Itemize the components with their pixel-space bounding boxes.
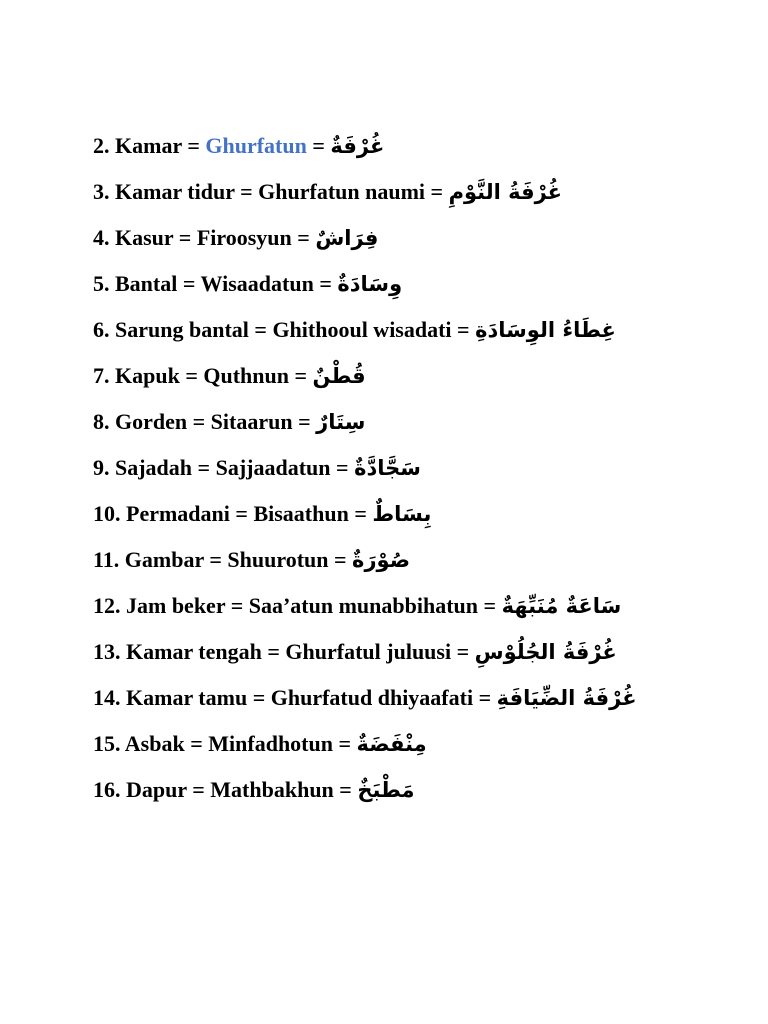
vocab-entry: 16. Dapur = Mathbakhun = مَطْبَخٌ bbox=[93, 777, 415, 802]
indonesian-word: Jam beker bbox=[126, 593, 226, 618]
entry-number: 15. bbox=[93, 731, 121, 756]
transliteration: Ghurfatud dhiyaafati bbox=[270, 685, 474, 710]
arabic-word: غُرْفَةُ الضِّيَافَةِ bbox=[496, 686, 637, 710]
arabic-word: صُوْرَةٌ bbox=[352, 548, 410, 572]
entry-number: 10. bbox=[93, 501, 121, 526]
vocab-entry: 9. Sajadah = Sajjaadatun = سَجَّادَّةٌ bbox=[93, 455, 421, 480]
transliteration: Quthnun bbox=[203, 363, 289, 388]
transliteration: Ghithooul wisadati bbox=[272, 317, 452, 342]
vocab-entry: 14. Kamar tamu = Ghurfatud dhiyaafati = غُرْفَةُ الضِّيَافَةِ bbox=[93, 685, 637, 710]
indonesian-word: Asbak bbox=[124, 731, 185, 756]
entry-number: 14. bbox=[93, 685, 121, 710]
vocab-entry: 3. Kamar tidur = Ghurfatun naumi = غُرْفَةُ النَّوْمِ bbox=[93, 179, 562, 204]
entry-number: 12. bbox=[93, 593, 121, 618]
entry-number: 4. bbox=[93, 225, 110, 250]
vocab-entry: 5. Bantal = Wisaadatun = وِسَادَةٌ bbox=[93, 271, 403, 296]
vocab-entry: 13. Kamar tengah = Ghurfatul juluusi = غُرْفَةُ الجُلُوْسِ bbox=[93, 639, 617, 664]
transliteration: Wisaadatun bbox=[200, 271, 314, 296]
arabic-word: سَاعَةٌ مُنَبِّهَةٌ bbox=[501, 594, 622, 618]
indonesian-word: Permadani bbox=[126, 501, 230, 526]
transliteration: Firoosyun bbox=[196, 225, 292, 250]
arabic-word: غِطَاءُ الوِسَادَةِ bbox=[475, 318, 616, 342]
vocab-entry: 15. Asbak = Minfadhotun = مِنْفَضَةٌ bbox=[93, 731, 427, 756]
entry-number: 2. bbox=[93, 133, 110, 158]
arabic-word: بِسَاطٌ bbox=[372, 502, 432, 526]
arabic-word: غُرْفَةٌ bbox=[330, 134, 385, 158]
indonesian-word: Sarung bantal bbox=[115, 317, 249, 342]
vocabulary-list bbox=[93, 132, 653, 822]
transliteration: Shuurotun bbox=[227, 547, 329, 572]
vocab-entry: 6. Sarung bantal = Ghithooul wisadati = غِطَاءُ الوِسَادَةِ bbox=[93, 317, 616, 342]
indonesian-word: Gorden bbox=[115, 409, 188, 434]
transliteration: Sajjaadatun bbox=[215, 455, 331, 480]
indonesian-word: Kamar tengah bbox=[126, 639, 262, 664]
indonesian-word: Kamar tidur bbox=[115, 179, 235, 204]
arabic-word: غُرْفَةُ النَّوْمِ bbox=[448, 180, 562, 204]
transliteration: Ghurfatun naumi bbox=[258, 179, 426, 204]
arabic-word: فِرَاشٌ bbox=[315, 226, 379, 250]
vocab-entry: 10. Permadani = Bisaathun = بِسَاطٌ bbox=[93, 501, 432, 526]
transliteration: Mathbakhun bbox=[210, 777, 334, 802]
entry-number: 9. bbox=[93, 455, 110, 480]
arabic-word: سِتَارٌ bbox=[316, 410, 366, 434]
vocab-entry: 12. Jam beker = Saa’atun munabbihatun = سَاعَةٌ مُنَبِّهَةٌ bbox=[93, 593, 622, 618]
indonesian-word: Kasur bbox=[115, 225, 174, 250]
vocab-entry: 7. Kapuk = Quthnun = قُطْنٌ bbox=[93, 363, 366, 388]
entry-number: 7. bbox=[93, 363, 110, 388]
transliteration: Minfadhotun bbox=[208, 731, 333, 756]
entry-number: 13. bbox=[93, 639, 121, 664]
indonesian-word: Kamar tamu bbox=[126, 685, 248, 710]
indonesian-word: Gambar bbox=[124, 547, 204, 572]
vocab-entry: 4. Kasur = Firoosyun = فِرَاشٌ bbox=[93, 225, 379, 250]
transliteration: Saa’atun munabbihatun bbox=[248, 593, 479, 618]
arabic-word: مِنْفَضَةٌ bbox=[356, 732, 427, 756]
indonesian-word: Sajadah bbox=[115, 455, 193, 480]
arabic-word: قُطْنٌ bbox=[312, 364, 366, 388]
indonesian-word: Kamar bbox=[115, 133, 182, 158]
entry-number: 5. bbox=[93, 271, 110, 296]
transliteration: Ghurfatun bbox=[205, 133, 307, 158]
vocab-entry: 2. Kamar = Ghurfatun = غُرْفَةٌ bbox=[93, 133, 385, 158]
entry-number: 8. bbox=[93, 409, 110, 434]
transliteration: Sitaarun bbox=[210, 409, 293, 434]
arabic-word: غُرْفَةُ الجُلُوْسِ bbox=[474, 640, 617, 664]
indonesian-word: Kapuk bbox=[115, 363, 180, 388]
transliteration: Bisaathun bbox=[253, 501, 349, 526]
vocab-entry: 11. Gambar = Shuurotun = صُوْرَةٌ bbox=[93, 547, 410, 572]
entry-number: 6. bbox=[93, 317, 110, 342]
arabic-word: سَجَّادَّةٌ bbox=[354, 456, 421, 480]
vocab-entry: 8. Gorden = Sitaarun = سِتَارٌ bbox=[93, 409, 366, 434]
entry-number: 16. bbox=[93, 777, 121, 802]
entry-number: 3. bbox=[93, 179, 110, 204]
arabic-word: وِسَادَةٌ bbox=[337, 272, 403, 296]
indonesian-word: Bantal bbox=[115, 271, 178, 296]
arabic-word: مَطْبَخٌ bbox=[357, 778, 415, 802]
transliteration: Ghurfatul juluusi bbox=[285, 639, 452, 664]
entry-number: 11. bbox=[93, 547, 120, 572]
indonesian-word: Dapur bbox=[126, 777, 187, 802]
